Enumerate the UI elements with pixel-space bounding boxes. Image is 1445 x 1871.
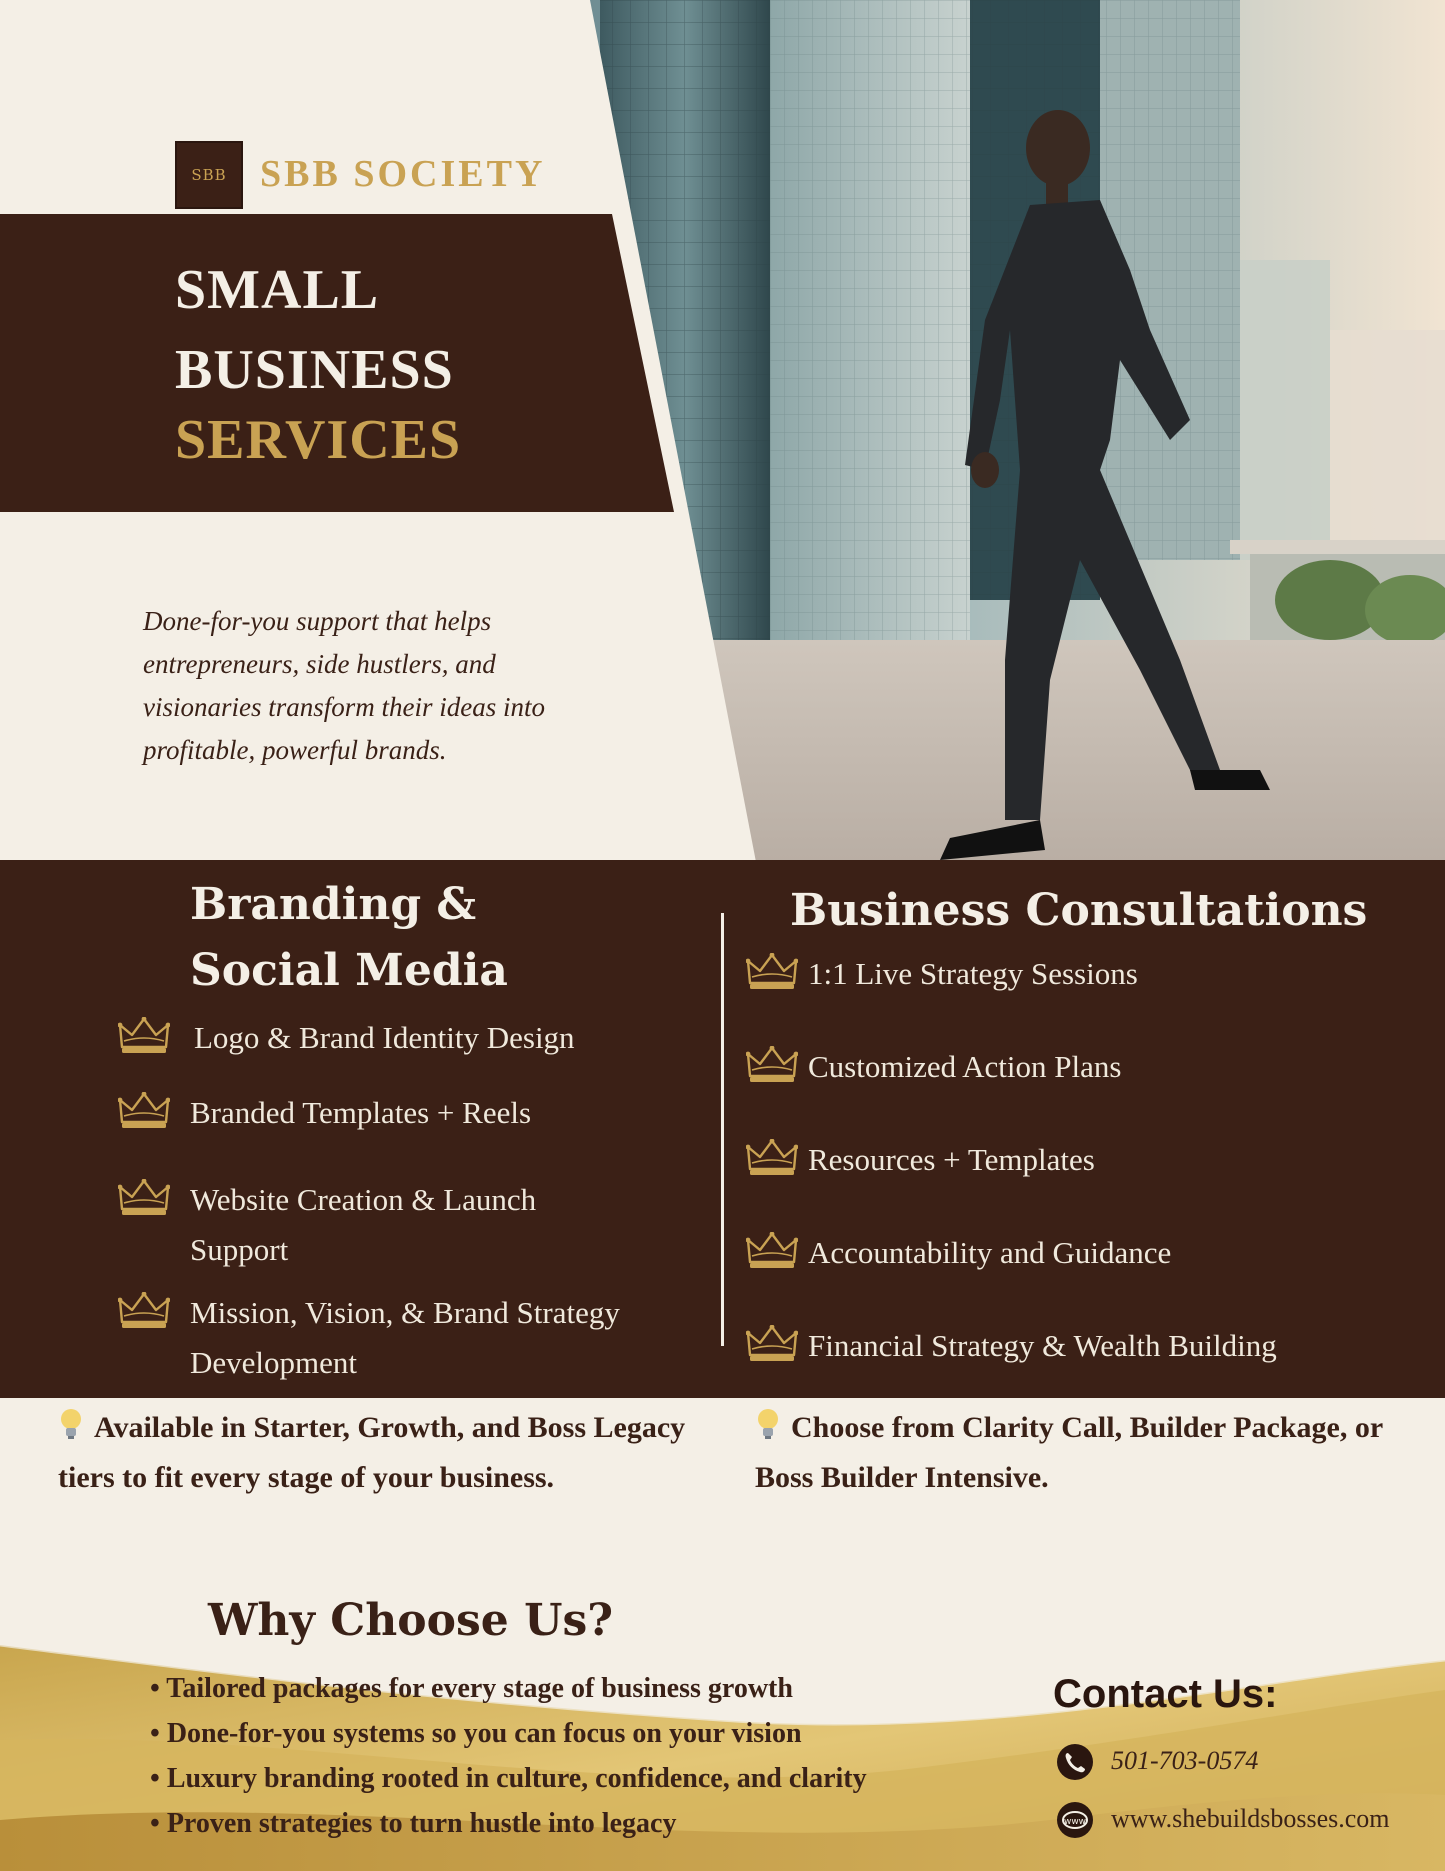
globe-icon [1055,1800,1095,1840]
consultation-item [746,1135,1436,1185]
consultation-item-label: Financial Strategy & Wealth Building [808,1328,1277,1363]
consultation-tier-note [755,1403,1425,1503]
phone-icon [1055,1742,1095,1782]
branding-item [118,1175,638,1275]
consultation-item [746,1042,1436,1092]
consultation-item [746,1228,1436,1278]
contact-website-text: www.shebuildsbosses.com [1111,1804,1390,1833]
crown-icon [118,1092,170,1130]
crown-icon [746,1046,798,1084]
why-choose-us-list [150,1666,867,1846]
why-list-item: • Luxury branding rooted in culture, confidence, and clarity [150,1756,867,1801]
lightbulb-icon [58,1407,84,1441]
brand-name: SBB SOCIETY [260,153,546,195]
contact-phone[interactable] [1055,1742,1415,1782]
branding-item-label: Branded Templates + Reels [190,1095,532,1130]
consultation-item-label: Resources + Templates [808,1142,1095,1177]
branding-item-label: Mission, Vision, & Brand Strategy Development [190,1295,620,1380]
why-choose-us-title: Why Choose Us? [208,1595,614,1646]
contact-website[interactable] [1055,1800,1415,1840]
crown-icon [746,1232,798,1270]
hero-title-line-1: SMALL [175,259,380,321]
hero-title-line-2: BUSINESS [175,339,454,401]
consultation-item [746,1321,1436,1371]
hero-tagline: Done-for-you support that helps entrepreneurs, side hustlers, and visionaries transform their ideas into profitable, powerful brands. [143,606,546,765]
consultation-item [746,949,1436,999]
branding-item-label: Logo & Brand Identity Design [194,1020,575,1055]
branding-item [118,1013,638,1063]
branding-item [118,1088,638,1138]
why-list-item: • Proven strategies to turn hustle into legacy [150,1801,867,1846]
branding-tier-note-text: Available in Starter, Growth, and Boss Legacy tiers to fit every stage of your business. [58,1411,686,1494]
crown-icon [746,1139,798,1177]
lightbulb-icon [755,1407,781,1441]
crown-icon [118,1292,170,1330]
branding-item [118,1288,638,1388]
crown-icon [746,953,798,991]
column-divider [721,913,724,1346]
consultation-tier-note-text: Choose from Clarity Call, Builder Package, or Boss Builder Intensive. [755,1411,1383,1494]
consultation-item-label: 1:1 Live Strategy Sessions [808,956,1138,991]
hero-title-line-3: SERVICES [175,409,462,471]
why-list-item: • Done-for-you systems so you can focus on your vision [150,1711,867,1756]
crown-icon [746,1325,798,1363]
branding-title: Branding & Social Media [190,879,508,996]
svg-text:www: www [1063,1817,1087,1827]
brand-logo [175,141,243,209]
why-list-item: • Tailored packages for every stage of business growth [150,1666,867,1711]
consultation-item-label: Customized Action Plans [808,1049,1122,1084]
branding-tier-note [58,1403,718,1503]
consultation-item-label: Accountability and Guidance [808,1235,1172,1270]
logo-mark: SBB [191,166,227,184]
consultations-title: Business Consultations [790,885,1368,936]
crown-icon [118,1017,170,1055]
crown-icon [118,1179,170,1217]
branding-item-label: Website Creation & Launch Support [190,1182,537,1267]
contact-phone-text: 501-703-0574 [1111,1746,1259,1775]
contact-title: Contact Us: [1053,1672,1278,1716]
